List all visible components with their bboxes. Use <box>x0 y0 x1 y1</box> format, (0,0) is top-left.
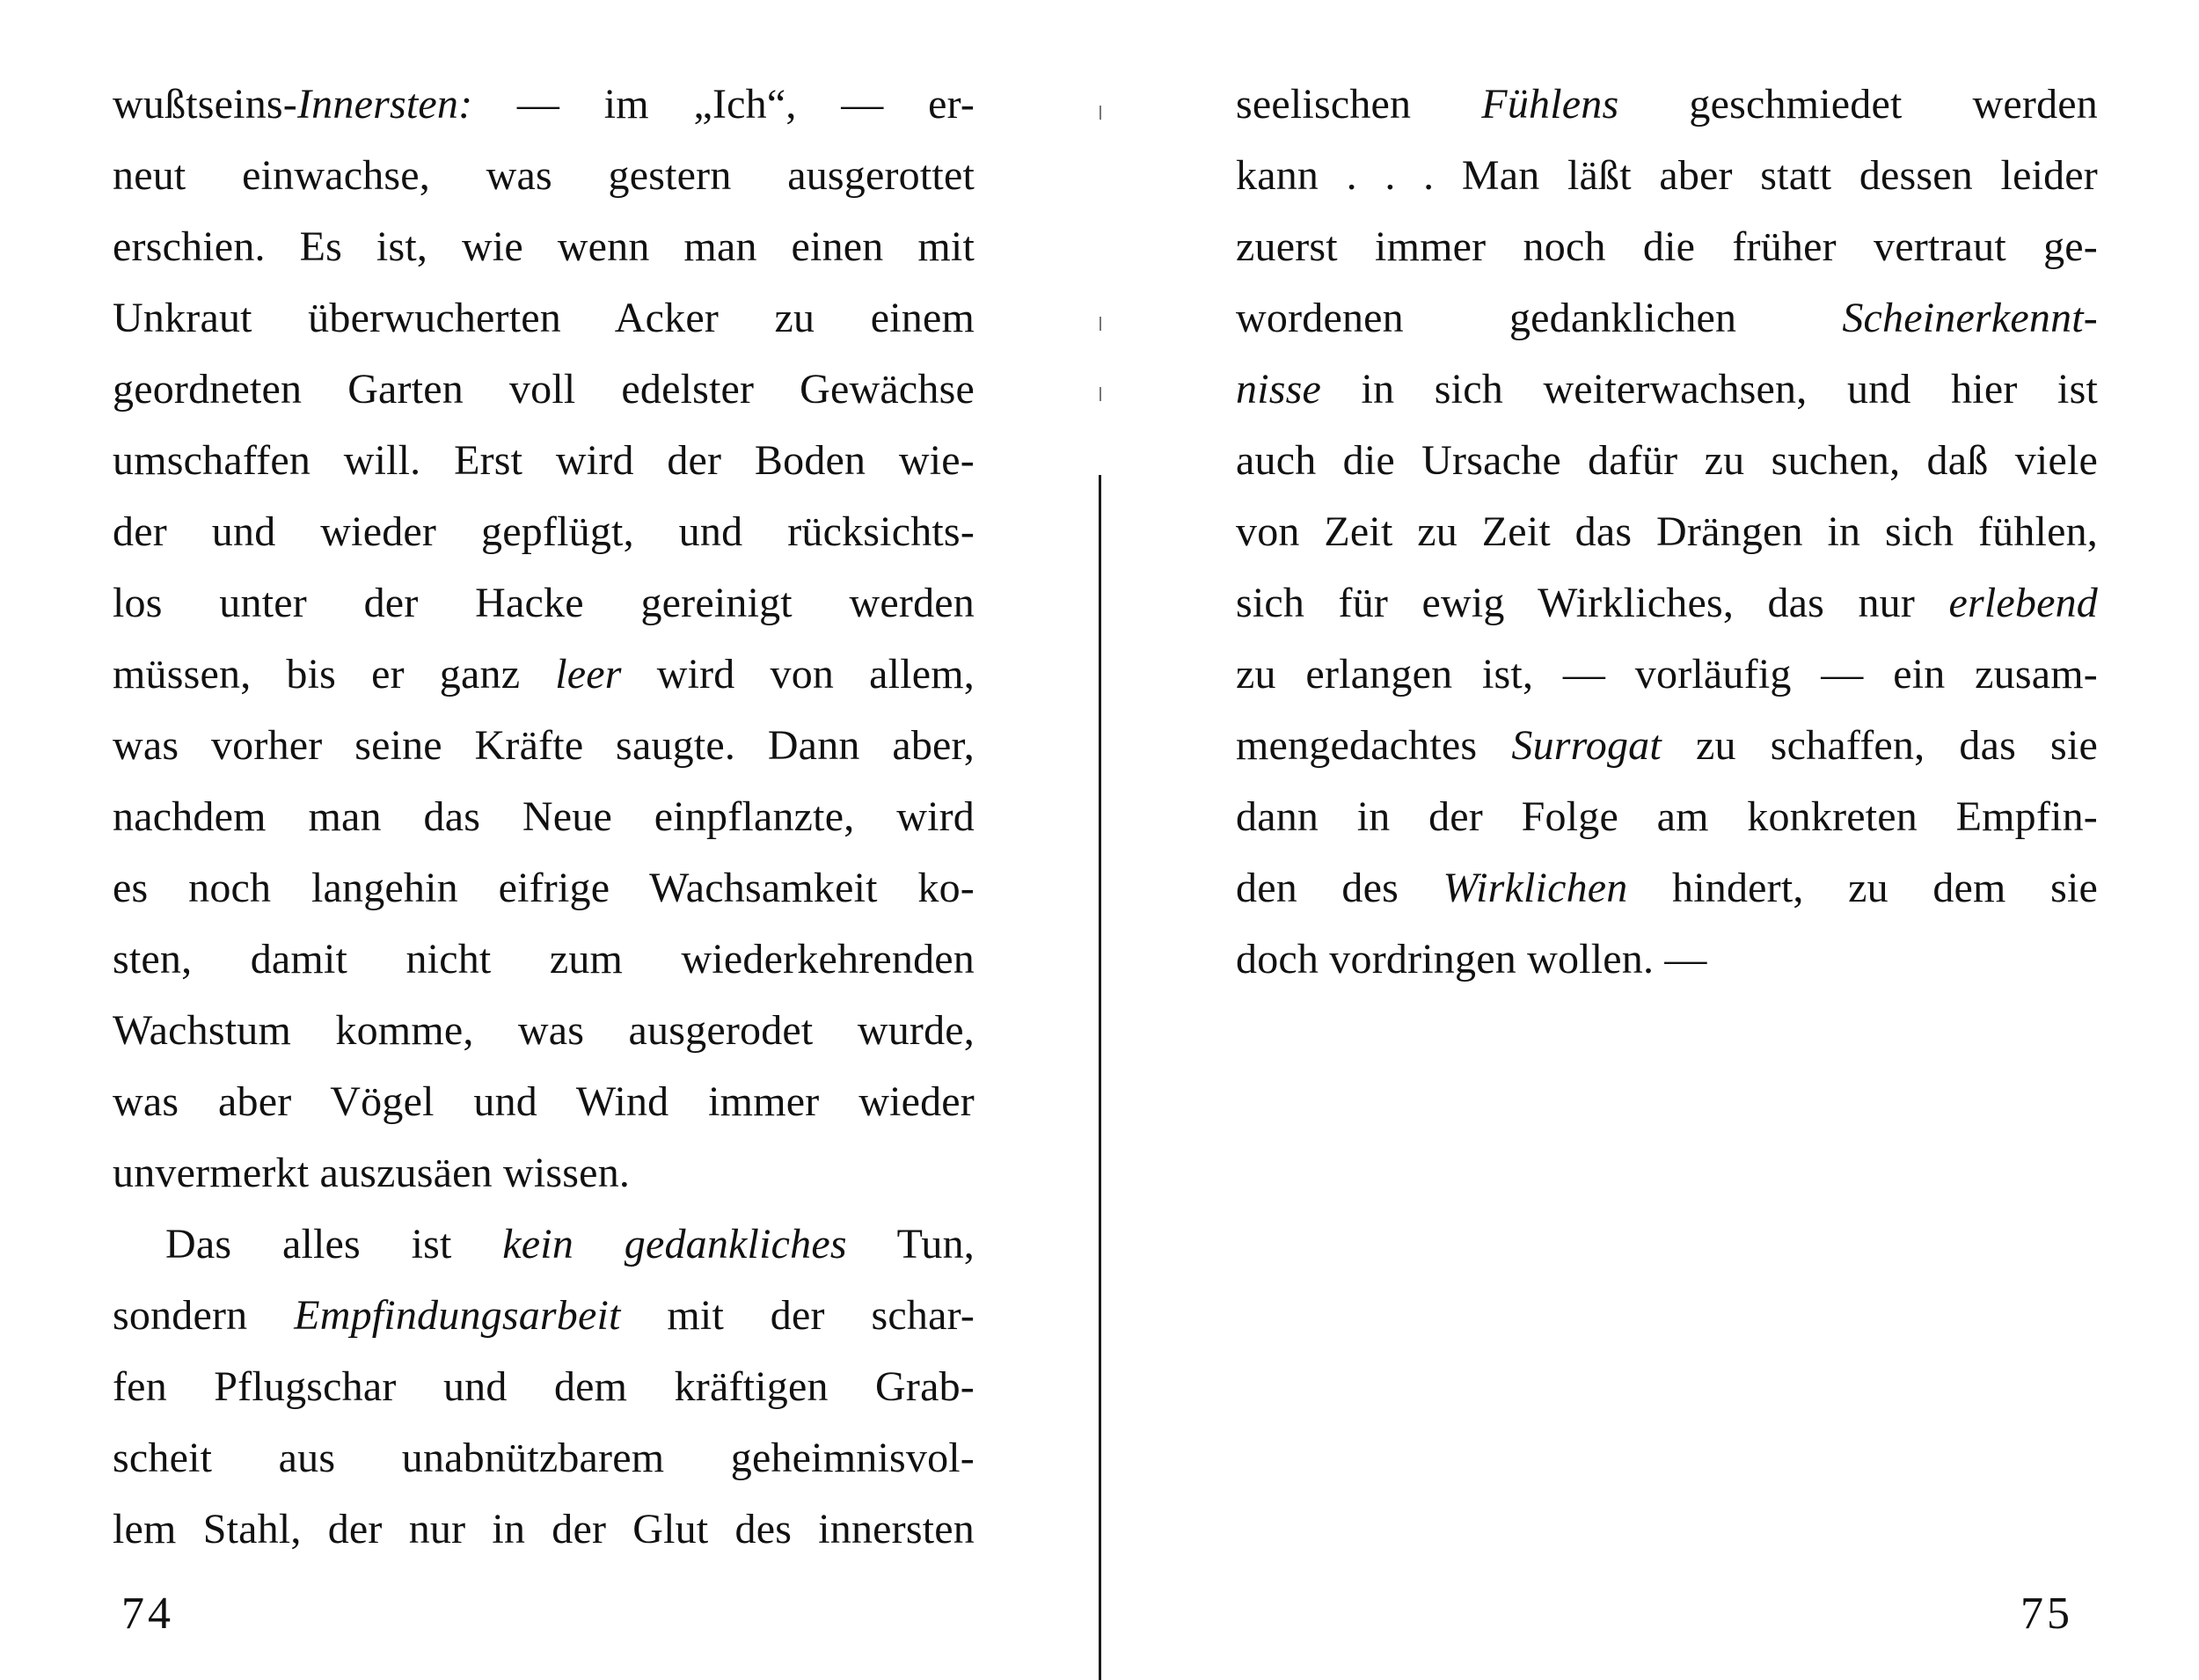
text-run: los unter der Hacke gereinigt werden <box>113 580 975 626</box>
text-line <box>1236 211 2098 282</box>
text-line <box>113 995 975 1066</box>
italic-text: Wirklichen <box>1443 865 1628 911</box>
text-run: seelischen <box>1236 81 1482 128</box>
text-run: fen Pflugschar und dem kräftigen Grab- <box>113 1363 975 1410</box>
text-line <box>113 1351 975 1422</box>
text-line <box>113 710 975 781</box>
italic-text: Scheinerkennt- <box>1842 295 2098 341</box>
text-run: Tun, <box>846 1221 975 1267</box>
text-run: dann in der Folge am konkreten Empfin- <box>1236 793 2098 840</box>
text-run: es noch langehin eifrige Wachsamkeit ko- <box>113 865 975 911</box>
italic-text: Fühlens <box>1481 81 1619 128</box>
text-line <box>113 1209 975 1280</box>
text-run: zu erlangen ist, — vorläufig — ein zusam- <box>1236 651 2098 698</box>
text-line <box>1236 425 2098 496</box>
text-run: mengedachtes <box>1236 722 1512 769</box>
text-run: wußtseins- <box>113 81 297 128</box>
text-line <box>1236 639 2098 710</box>
text-line <box>1236 852 2098 924</box>
text-run: der und wieder gepflügt, und rücksichts- <box>113 508 975 555</box>
text-line <box>113 354 975 425</box>
italic-text: leer <box>555 651 622 698</box>
text-line <box>113 1280 975 1351</box>
text-run: nachdem man das Neue einpflanzte, wird <box>113 793 975 840</box>
text-run: Wachstum komme, was ausgerodet wurde, <box>113 1007 975 1054</box>
left-page-text <box>113 69 975 1565</box>
text-line <box>113 140 975 211</box>
text-line <box>1236 710 2098 781</box>
text-line <box>1236 567 2098 639</box>
text-run: von Zeit zu Zeit das Drängen in sich fühlen, <box>1236 508 2098 555</box>
text-line <box>113 639 975 710</box>
text-line <box>113 211 975 282</box>
right-page-text <box>1236 69 2098 995</box>
text-line <box>1236 924 2098 995</box>
text-line <box>113 852 975 924</box>
text-line <box>1236 781 2098 852</box>
text-line <box>113 1494 975 1565</box>
text-run: scheit aus unabnützbarem geheimnisvol- <box>113 1435 975 1481</box>
italic-text: nisse <box>1236 366 1321 413</box>
text-run: was aber Vögel und Wind immer wieder <box>113 1078 975 1125</box>
text-line <box>1236 282 2098 354</box>
text-run: zuerst immer noch die früher vertraut ge- <box>1236 223 2098 270</box>
text-run: hindert, zu dem sie <box>1627 865 2098 911</box>
text-line <box>113 1422 975 1494</box>
text-run: geordneten Garten voll edelster Gewächse <box>113 366 975 413</box>
text-run: wordenen gedanklichen <box>1236 295 1843 341</box>
text-line <box>113 496 975 567</box>
text-run: auch die Ursache dafür zu suchen, daß viele <box>1236 437 2098 484</box>
text-line <box>1236 69 2098 140</box>
text-line <box>1236 354 2098 425</box>
text-run: Unkraut überwucherten Acker zu einem <box>113 295 975 341</box>
text-run: wird von allem, <box>621 651 975 698</box>
text-run: kann . . . Man läßt aber statt dessen leider <box>1236 152 2098 199</box>
text-run: — im „Ich“, — er- <box>472 81 975 128</box>
text-run: in sich weiterwachsen, und hier ist <box>1321 366 2098 413</box>
text-run: sondern <box>113 1292 295 1339</box>
text-run: umschaffen will. Erst wird der Boden wie- <box>113 437 975 484</box>
text-line <box>113 1137 975 1209</box>
text-run: was vorher seine Kräfte saugte. Dann aber, <box>113 722 975 769</box>
text-run: sich für ewig Wirkliches, das nur <box>1236 580 1949 626</box>
text-line <box>1236 140 2098 211</box>
page-number-right: 75 <box>2020 1589 2073 1639</box>
italic-text: kein gedankliches <box>502 1221 847 1267</box>
text-line <box>113 69 975 140</box>
text-run: geschmiedet werden <box>1618 81 2098 128</box>
text-run: doch vordringen wollen. — <box>1236 936 1707 982</box>
text-line <box>113 282 975 354</box>
text-run: den des <box>1236 865 1443 911</box>
italic-text: Empfindungsarbeit <box>294 1292 621 1339</box>
text-run: erschien. Es ist, wie wenn man einen mit <box>113 223 975 270</box>
text-line <box>113 425 975 496</box>
text-run: mit der schar- <box>620 1292 975 1339</box>
text-run: sten, damit nicht zum wiederkehrenden <box>113 936 975 982</box>
text-line <box>113 1066 975 1137</box>
text-run: lem Stahl, der nur in der Glut des innersten <box>113 1506 975 1552</box>
text-run: müssen, bis er ganz <box>113 651 556 698</box>
page-number-left: 74 <box>121 1589 174 1639</box>
text-line <box>113 567 975 639</box>
italic-text: erlebend <box>1948 580 2098 626</box>
text-line <box>113 924 975 995</box>
text-run: unvermerkt auszusäen wissen. <box>113 1150 631 1196</box>
italic-text: Innersten: <box>296 81 473 128</box>
text-run: neut einwachse, was gestern ausgerottet <box>113 152 975 199</box>
right-page <box>1100 0 2199 1680</box>
text-line <box>1236 496 2098 567</box>
text-run: Das alles ist <box>165 1221 503 1267</box>
text-line <box>113 781 975 852</box>
italic-text: Surrogat <box>1511 722 1662 769</box>
text-run: zu schaffen, das sie <box>1661 722 2098 769</box>
